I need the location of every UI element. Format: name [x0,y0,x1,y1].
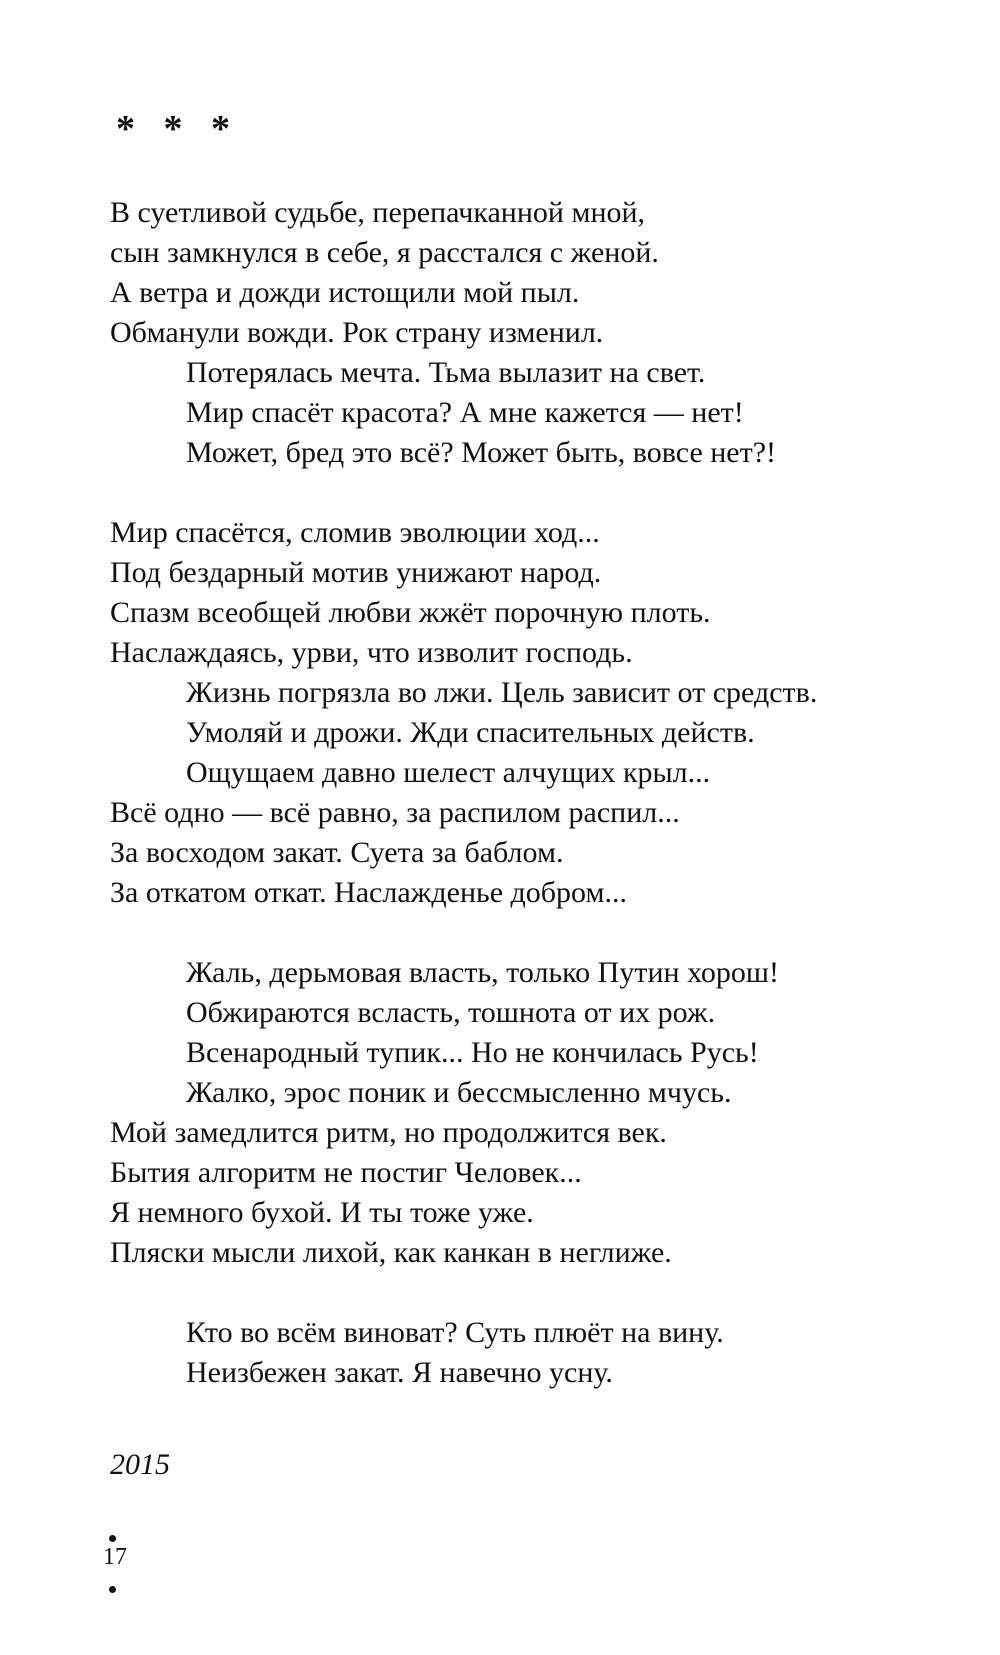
poem-line: Мир спасётся, сломив эволюции ход... [110,516,600,549]
poem-line: За откатом откат. Наслажденье добром... [110,876,627,909]
poem-line: Жалко, эрос поник и бессмысленно мчусь. [186,1076,732,1109]
poem-line: Мир спасёт красота? А мне кажется — нет! [186,396,744,429]
page-number-dot-bottom [109,1586,116,1593]
poem-line: Обжираются всласть, тошнота от их рож. [186,996,716,1029]
poem-line: Жаль, дерьмовая власть, только Путин хорош! [186,956,780,989]
poem-line: Наслаждаясь, урви, что изволит господь. [110,636,633,669]
section-divider-asterisks: * * * [116,108,230,150]
poem-line: Всенародный тупик... Но не кончилась Русь! [186,1036,759,1069]
poem-line: Бытия алгоритм не постиг Человек... [110,1156,582,1189]
stanza-gap [110,913,970,953]
poem-line: Мой замедлится ритм, но продолжится век. [110,1116,667,1149]
poem-line: А ветра и дожди истощили мой пыл. [110,276,580,309]
poem-line: За восходом закат. Суета за баблом. [110,836,564,869]
stanza [110,1313,970,1393]
poem-line: сын замкнулся в себе, я расстался с женой. [110,236,659,269]
poem-year: 2015 [110,1448,170,1481]
poem-line: Умоляй и дрожи. Жди спасительных действ. [186,716,755,749]
poem-line: Жизнь погрязла во лжи. Цель зависит от средств. [186,676,818,709]
page-number-dot-top [109,1535,116,1542]
stanza-gap [110,1273,970,1313]
stanza-gap [110,473,970,513]
poem-line: Обманули вожди. Рок страну изменил. [110,316,604,349]
poem-line: Пляски мысли лихой, как канкан в неглиже. [110,1236,672,1269]
stanza [110,953,970,1273]
poem-line: Всё одно — всё равно, за распилом распил... [110,796,680,829]
poem-line: Кто во всём виноват? Суть плюёт на вину. [186,1316,724,1349]
poem-line: Спазм всеобщей любви жжёт порочную плоть. [110,596,711,629]
poem-line: Под бездарный мотив унижают народ. [110,556,602,589]
poem-line: Неизбежен закат. Я навечно усну. [186,1356,613,1389]
page-number: 17 [103,1544,127,1570]
stanza [110,193,970,473]
poem-line: Ощущаем давно шелест алчущих крыл... [186,756,711,789]
poem-line: Я немного бухой. И ты тоже уже. [110,1196,534,1229]
poem-body [110,193,970,1393]
poem-line: Потерялась мечта. Тьма вылазит на свет. [186,356,706,389]
poem-line: В суетливой судьбе, перепачканной мной, [110,196,646,229]
poem-line: Может, бред это всё? Может быть, вовсе нет?! [186,436,777,469]
stanza [110,513,970,913]
